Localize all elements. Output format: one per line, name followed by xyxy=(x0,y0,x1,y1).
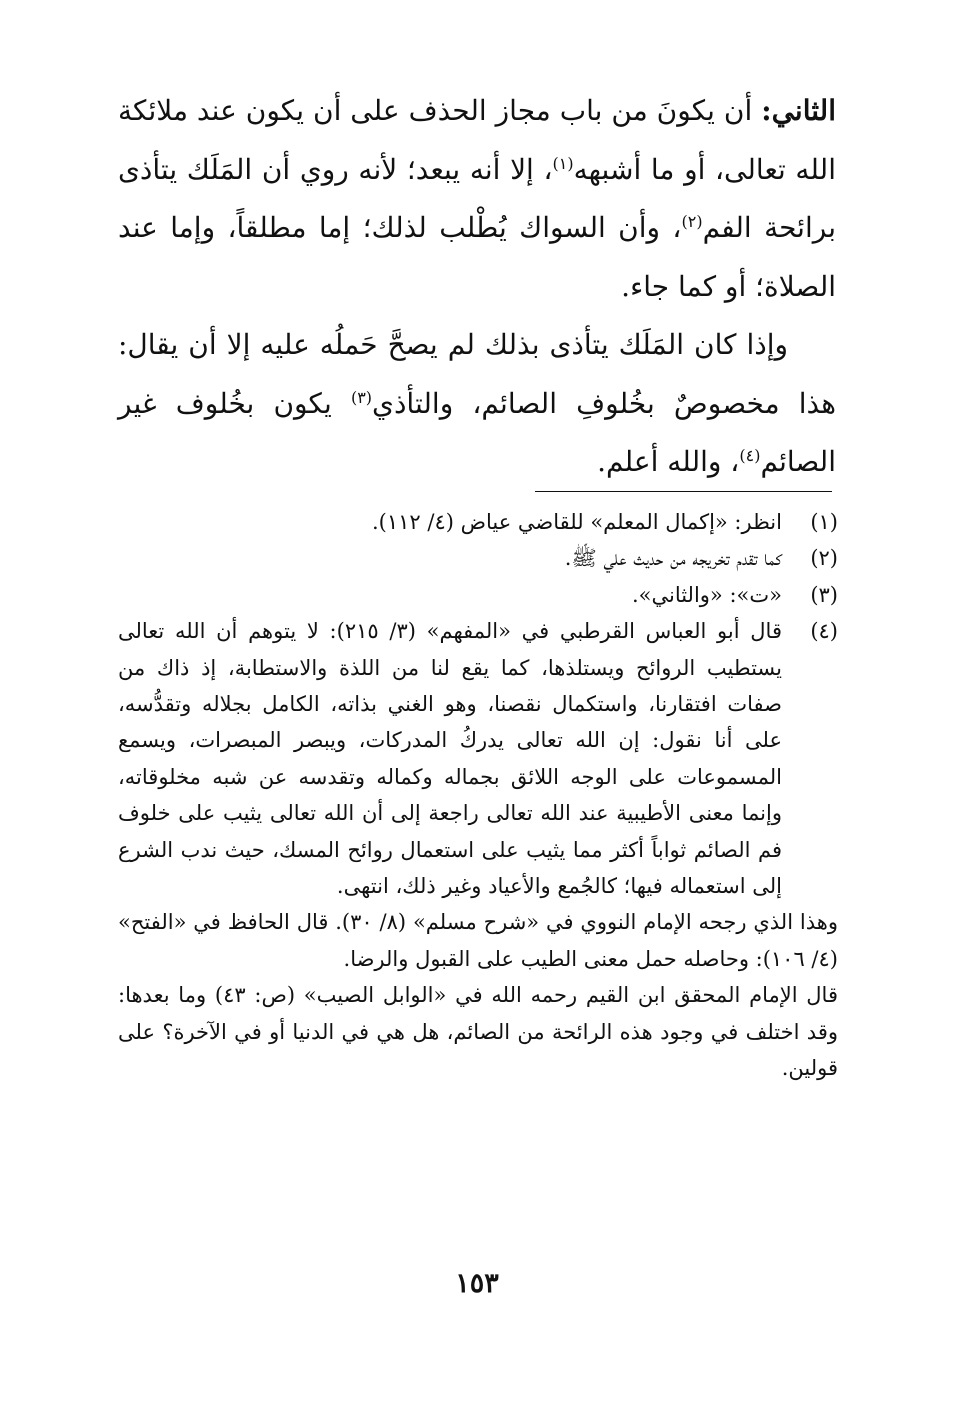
footnote-continuation-1: وهذا الذي رجحه الإمام النووي في «شرح مسلم» (٨/ ٣٠). قال الحافظ في «الفتح» (٤/ ١٠٦): وحاصله حمل معنى الطيب على القبول والرضا. xyxy=(118,910,838,971)
paragraph-2-text-c: ، والله أعلم. xyxy=(597,445,740,478)
paragraph-1-text-b: ، إلا أنه يبعد؛ لأنه روي أن المَلَك يتأذى برائحة الفم xyxy=(118,152,836,244)
paragraph-1-text-a: أن يكونَ من باب مجاز الحذف على أن يكون عند ملائكة الله تعالى، أو ما أشبهه xyxy=(118,94,836,186)
paragraph-lead-word: الثاني: xyxy=(761,94,836,127)
footnote-ref-4: (٤) xyxy=(739,446,761,465)
main-text-block xyxy=(118,82,836,492)
page-number: ١٥٣ xyxy=(455,1268,499,1299)
footnote-text: «ت»: «والثاني». xyxy=(631,582,782,607)
paragraph-2 xyxy=(118,316,836,492)
footnote-ref-2: (٢) xyxy=(681,212,703,231)
footnote-text: انظر: «إكمال المعلم» للقاضي عياض (٤/ ١١٢). xyxy=(371,510,782,534)
footnote-2 xyxy=(118,540,838,576)
footnote-text: قال أبو العباس القرطبي في «المفهم» (٣/ ٢١٥): لا يتوهم أن الله تعالى يستطيب الروائح ويستلذها، كما يقع لنا من اللذة والاستطابة، إذ ذاك من صفات افتقارنا، واستكمال نقصنا، وهو الغني بذاته، الكامل بجلاله وتقدُّسه، على أنا نقول: إن الله تعالى يدركُ المدركات، ويبصر المبصرات، ويسمع المسموعات على الوجه اللائق بجماله وكماله وتقدسه عن شبه مخلوقاته، وإنما معنى الأطيبية عند الله تعالى راجعة إلى أن الله تعالى يثيب على خلوف فم الصائم ثواباً أكثر مما يثيب على استعمال روائح المسك، حيث ندب الشرع إلى استعماله فيها؛ كالجُمع والأعياد وغير ذلك، انتهى. xyxy=(118,619,782,899)
footnotes xyxy=(118,504,838,1087)
footnote-separator xyxy=(535,491,832,492)
footnote-3 xyxy=(118,577,838,613)
paragraph-1-text-c: ، وأن السواك يُطْلب لذلك؛ إما مطلقاً، وإما عند الصلاة؛ أو كما جاء. xyxy=(118,211,836,303)
footnote-continuation-2: قال الإمام المحقق ابن القيم رحمه الله في «الوابل الصيب» (ص: ٤٣) وما بعدها: وقد اختلف في وجود هذه الرائحة من الصائم، هل هي في الدنيا أو في الآخرة؟ على قولين. xyxy=(118,983,838,1081)
footnote-number: (١) xyxy=(810,510,838,534)
footnote-text: كما تقدم تخريجه من حديث علي ﷺ. xyxy=(564,546,782,571)
footnote-4 xyxy=(118,613,838,904)
paragraph-1 xyxy=(118,82,836,316)
footnote-number: (٤) xyxy=(810,619,838,644)
footnote-ref-1: (١) xyxy=(552,153,574,173)
footnote-number: (٣) xyxy=(810,582,838,607)
footnote-number: (٢) xyxy=(810,546,838,571)
footnote-1 xyxy=(118,504,838,540)
paragraph-2-text-a: وإذا كان المَلَك يتأذى بذلك لم يصحَّ حَملُه عليه إلا أن يقال: هذا مخصوصٌ بخُلوفِ الصائم، والتأذي xyxy=(118,328,836,420)
footnote-ref-3: (٣) xyxy=(350,387,373,407)
paragraph-2-text-b: يكون بخُلوف غير الصائم xyxy=(118,386,836,478)
